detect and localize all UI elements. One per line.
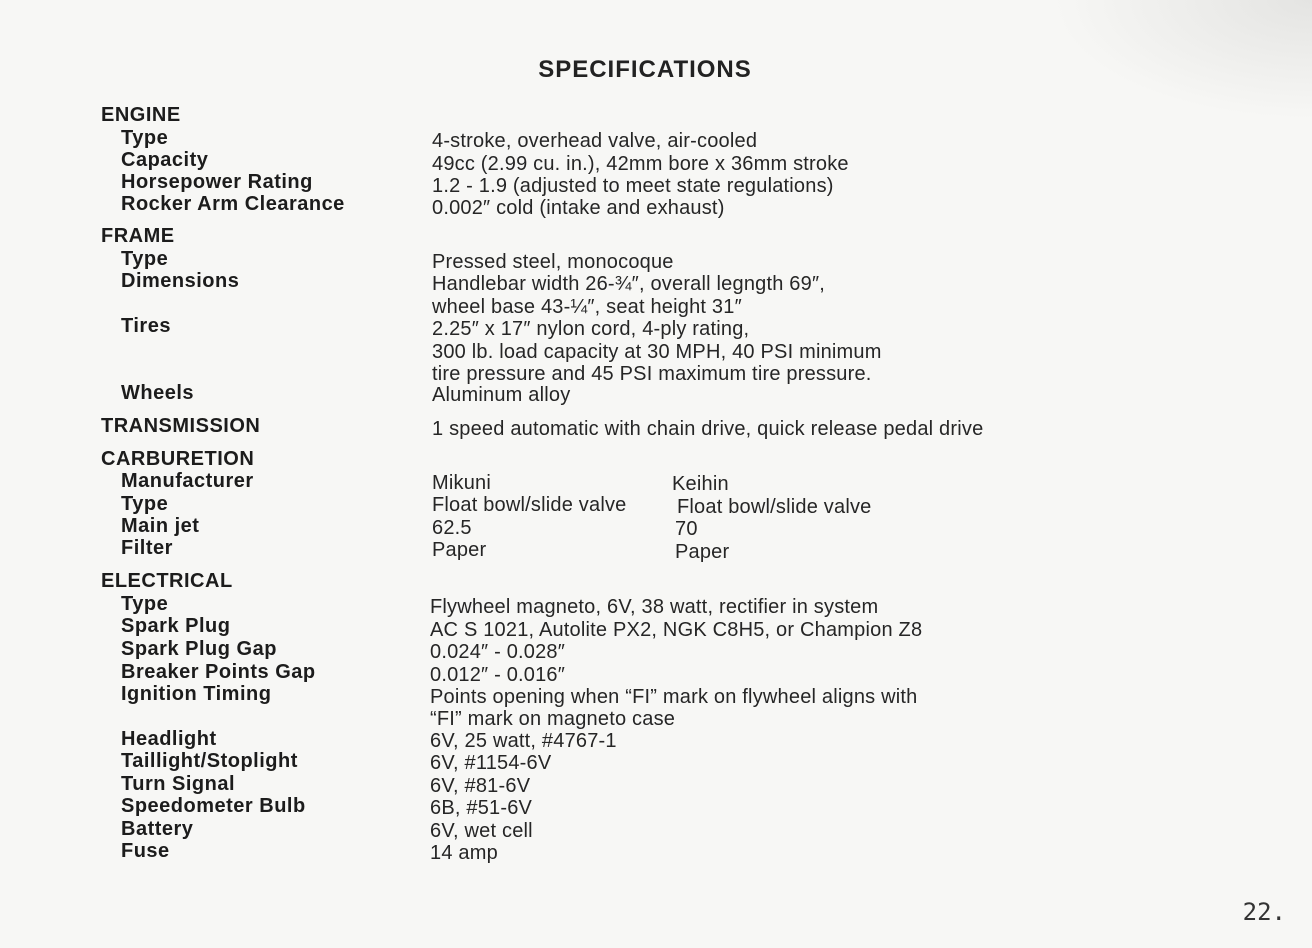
carb-mikuni-type: Float bowl/slide valve <box>432 494 627 516</box>
elec-spark-gap-label: Spark Plug Gap <box>121 638 277 660</box>
elec-spark-gap-value: 0.024″ - 0.028″ <box>430 641 566 663</box>
transmission-heading: TRANSMISSION <box>101 415 261 437</box>
elec-turn-label: Turn Signal <box>121 773 236 795</box>
frame-type-label: Type <box>121 248 169 270</box>
elec-type-value: Flywheel magneto, 6V, 38 watt, rectifier in system <box>430 596 879 618</box>
elec-fuse-label: Fuse <box>121 840 170 862</box>
elec-taillight-value: 6V, #1154-6V <box>430 752 552 774</box>
elec-headlight-value: 6V, 25 watt, #4767-1 <box>430 730 617 752</box>
frame-tires-label: Tires <box>121 315 171 337</box>
engine-rocker-label: Rocker Arm Clearance <box>121 193 345 215</box>
frame-wheels-value: Aluminum alloy <box>432 384 571 406</box>
carb-filter-label: Filter <box>121 537 173 559</box>
frame-heading: FRAME <box>101 225 175 247</box>
elec-ignition-line1: Points opening when “FI” mark on flywheel aligns with <box>430 686 918 708</box>
carb-keihin-filter: Paper <box>675 541 730 563</box>
elec-taillight-label: Taillight/Stoplight <box>121 750 298 772</box>
elec-turn-value: 6V, #81-6V <box>430 775 531 797</box>
frame-tires-line3: tire pressure and 45 PSI maximum tire pressure. <box>432 363 872 385</box>
carb-keihin-main-jet: 70 <box>675 518 698 540</box>
carb-mikuni-manufacturer: Mikuni <box>432 472 491 494</box>
elec-ignition-label: Ignition Timing <box>121 683 272 705</box>
elec-battery-label: Battery <box>121 818 194 840</box>
elec-type-label: Type <box>121 593 169 615</box>
elec-speedo-value: 6B, #51-6V <box>430 797 533 819</box>
carburetion-heading: CARBURETION <box>101 448 255 470</box>
engine-hp-value: 1.2 - 1.9 (adjusted to meet state regulations) <box>432 175 834 197</box>
elec-breaker-label: Breaker Points Gap <box>121 661 316 683</box>
frame-dimensions-label: Dimensions <box>121 270 240 292</box>
engine-rocker-value: 0.002″ cold (intake and exhaust) <box>432 197 725 219</box>
carb-main-jet-label: Main jet <box>121 515 200 537</box>
elec-fuse-value: 14 amp <box>430 842 498 864</box>
frame-wheels-label: Wheels <box>121 382 195 404</box>
carb-mikuni-filter: Paper <box>432 539 487 561</box>
carb-keihin-type: Float bowl/slide valve <box>677 496 872 518</box>
engine-capacity-label: Capacity <box>121 149 209 171</box>
frame-dimensions-line1: Handlebar width 26-¾″, overall legngth 69″, <box>432 273 825 295</box>
transmission-value: 1 speed automatic with chain drive, quick release pedal drive <box>432 418 984 440</box>
engine-type-label: Type <box>121 127 169 149</box>
carb-mikuni-main-jet: 62.5 <box>432 517 472 539</box>
frame-type-value: Pressed steel, monocoque <box>432 251 674 273</box>
elec-breaker-value: 0.012″ - 0.016″ <box>430 664 566 686</box>
frame-dimensions-line2: wheel base 43-¼″, seat height 31″ <box>432 296 742 318</box>
electrical-heading: ELECTRICAL <box>101 570 233 592</box>
frame-tires-line1: 2.25″ x 17″ nylon cord, 4-ply rating, <box>432 318 750 340</box>
carb-keihin-manufacturer: Keihin <box>672 473 729 495</box>
page-number: 22. <box>1242 898 1286 926</box>
elec-speedo-label: Speedometer Bulb <box>121 795 306 817</box>
engine-capacity-value: 49cc (2.99 cu. in.), 42mm bore x 36mm stroke <box>432 153 849 175</box>
elec-spark-plug-value: AC S 1021, Autolite PX2, NGK C8H5, or Champion Z8 <box>430 619 923 641</box>
engine-hp-label: Horsepower Rating <box>121 171 313 193</box>
carb-type-label: Type <box>121 493 169 515</box>
carb-manufacturer-label: Manufacturer <box>121 470 254 492</box>
page-title: SPECIFICATIONS <box>538 56 752 83</box>
elec-battery-value: 6V, wet cell <box>430 820 533 842</box>
elec-headlight-label: Headlight <box>121 728 217 750</box>
elec-spark-plug-label: Spark Plug <box>121 615 231 637</box>
elec-ignition-line2: “FI” mark on magneto case <box>430 708 676 730</box>
engine-type-value: 4-stroke, overhead valve, air-cooled <box>432 130 758 152</box>
frame-tires-line2: 300 lb. load capacity at 30 MPH, 40 PSI minimum <box>432 341 882 363</box>
engine-heading: ENGINE <box>101 104 181 126</box>
